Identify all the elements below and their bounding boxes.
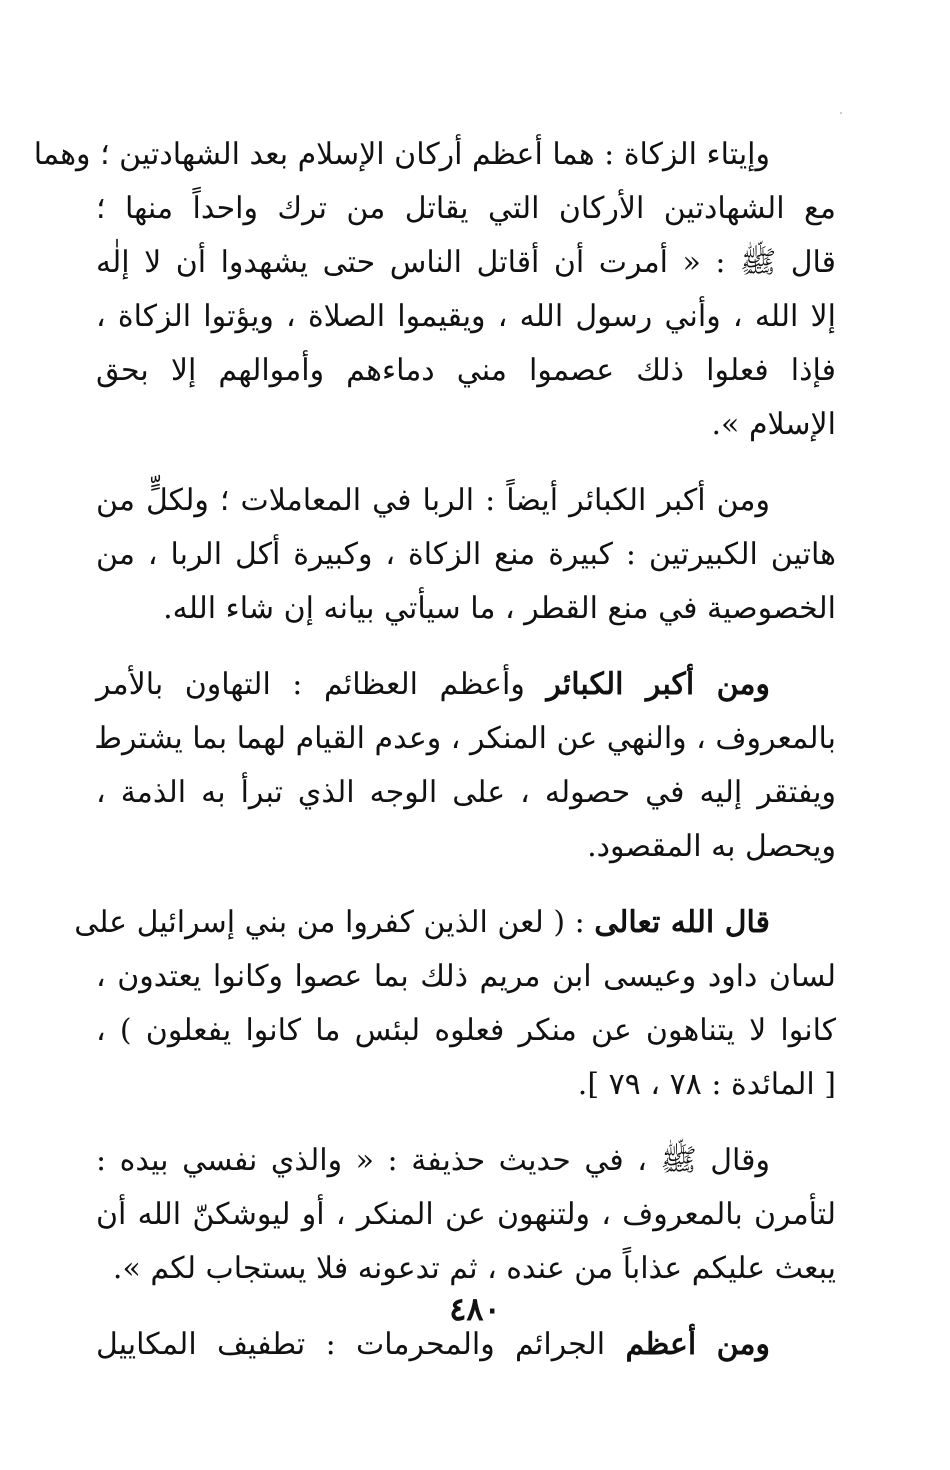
text-line: ويحصل به المقصود. (587, 829, 836, 864)
bold-heading: ومن أكبر الكبائر (546, 667, 770, 702)
text-line: الإسلام ». (711, 407, 836, 442)
text-line: [ المائدة : ٧٨ ، ٧٩ ]. (577, 1067, 836, 1102)
text-line: لسان داود وعيسى ابن مريم ذلك بما عصوا وكانوا يعتدون ، (96, 959, 836, 994)
text-line: قال ﷺ : « أمرت أن أقاتل الناس حتى يشهدوا أن لا إلٰه (96, 245, 836, 280)
paragraph-riba (96, 474, 836, 636)
text-run: : ( لعن الذين كفروا من بني إسرائيل على (74, 905, 595, 940)
paragraph-quran-verse (74, 896, 836, 1112)
paragraph-zakat (33, 128, 836, 452)
text-line (96, 658, 836, 712)
text-line: بالمعروف ، والنهي عن المنكر ، وعدم القيام لهما بما يشترط (94, 721, 836, 756)
text-line: إلا الله ، وأني رسول الله ، ويقيموا الصلاة ، ويؤتوا الزكاة ، (96, 299, 836, 334)
text-line: يبعث عليكم عذاباً من عنده ، ثم تدعونه فلا يستجاب لكم ». (112, 1251, 836, 1286)
body-text (33, 128, 836, 1372)
paragraph-amr-bil-maruf (96, 658, 836, 874)
text-line: هاتين الكبيرتين : كبيرة منع الزكاة ، وكبيرة أكل الربا ، من (96, 537, 836, 572)
text-line: ويفتقر إليه في حصوله ، على الوجه الذي تبرأ به الذمة ، (96, 775, 836, 810)
text-line: مع الشهادتين الأركان التي يقاتل من ترك واحداً منها ؛ (96, 191, 836, 226)
text-run: وأعظم العظائم : التهاون بالأمر (96, 667, 547, 702)
scan-mark (840, 112, 842, 114)
bold-heading: ومن (716, 1327, 770, 1362)
text-line: لتأمرن بالمعروف ، ولتنهون عن المنكر ، أو ليوشكنّ الله أن (96, 1197, 836, 1232)
text-run: الجرائم والمحرمات : تطفيف المكاييل (96, 1327, 626, 1362)
paragraph-hadith-hudhayfa (96, 1134, 836, 1296)
text-line: كانوا لا يتناهون عن منكر فعلوه لبئس ما كانوا يفعلون ) ، (96, 1013, 836, 1048)
text-line: وإيتاء الزكاة : هما أعظم أركان الإسلام بعد الشهادتين ؛ وهما (33, 137, 770, 172)
page-number: ٤٨٠ (449, 1290, 501, 1328)
text-line (74, 896, 836, 950)
bold-heading: قال الله تعالى (594, 905, 770, 940)
text-line: فإذا فعلوا ذلك عصموا مني دماءهم وأموالهم إلا بحق (96, 353, 836, 388)
text-line: وقال ﷺ ، في حديث حذيفة : « والذي نفسي بيده : (96, 1143, 770, 1178)
bold-heading: أعظم (625, 1327, 697, 1362)
text-line: الخصوصية في منع القطر ، ما سيأتي بيانه إن شاء الله. (163, 591, 836, 626)
text-line: ومن أكبر الكبائر أيضاً : الربا في المعاملات ؛ ولكلٍّ من (96, 483, 770, 518)
